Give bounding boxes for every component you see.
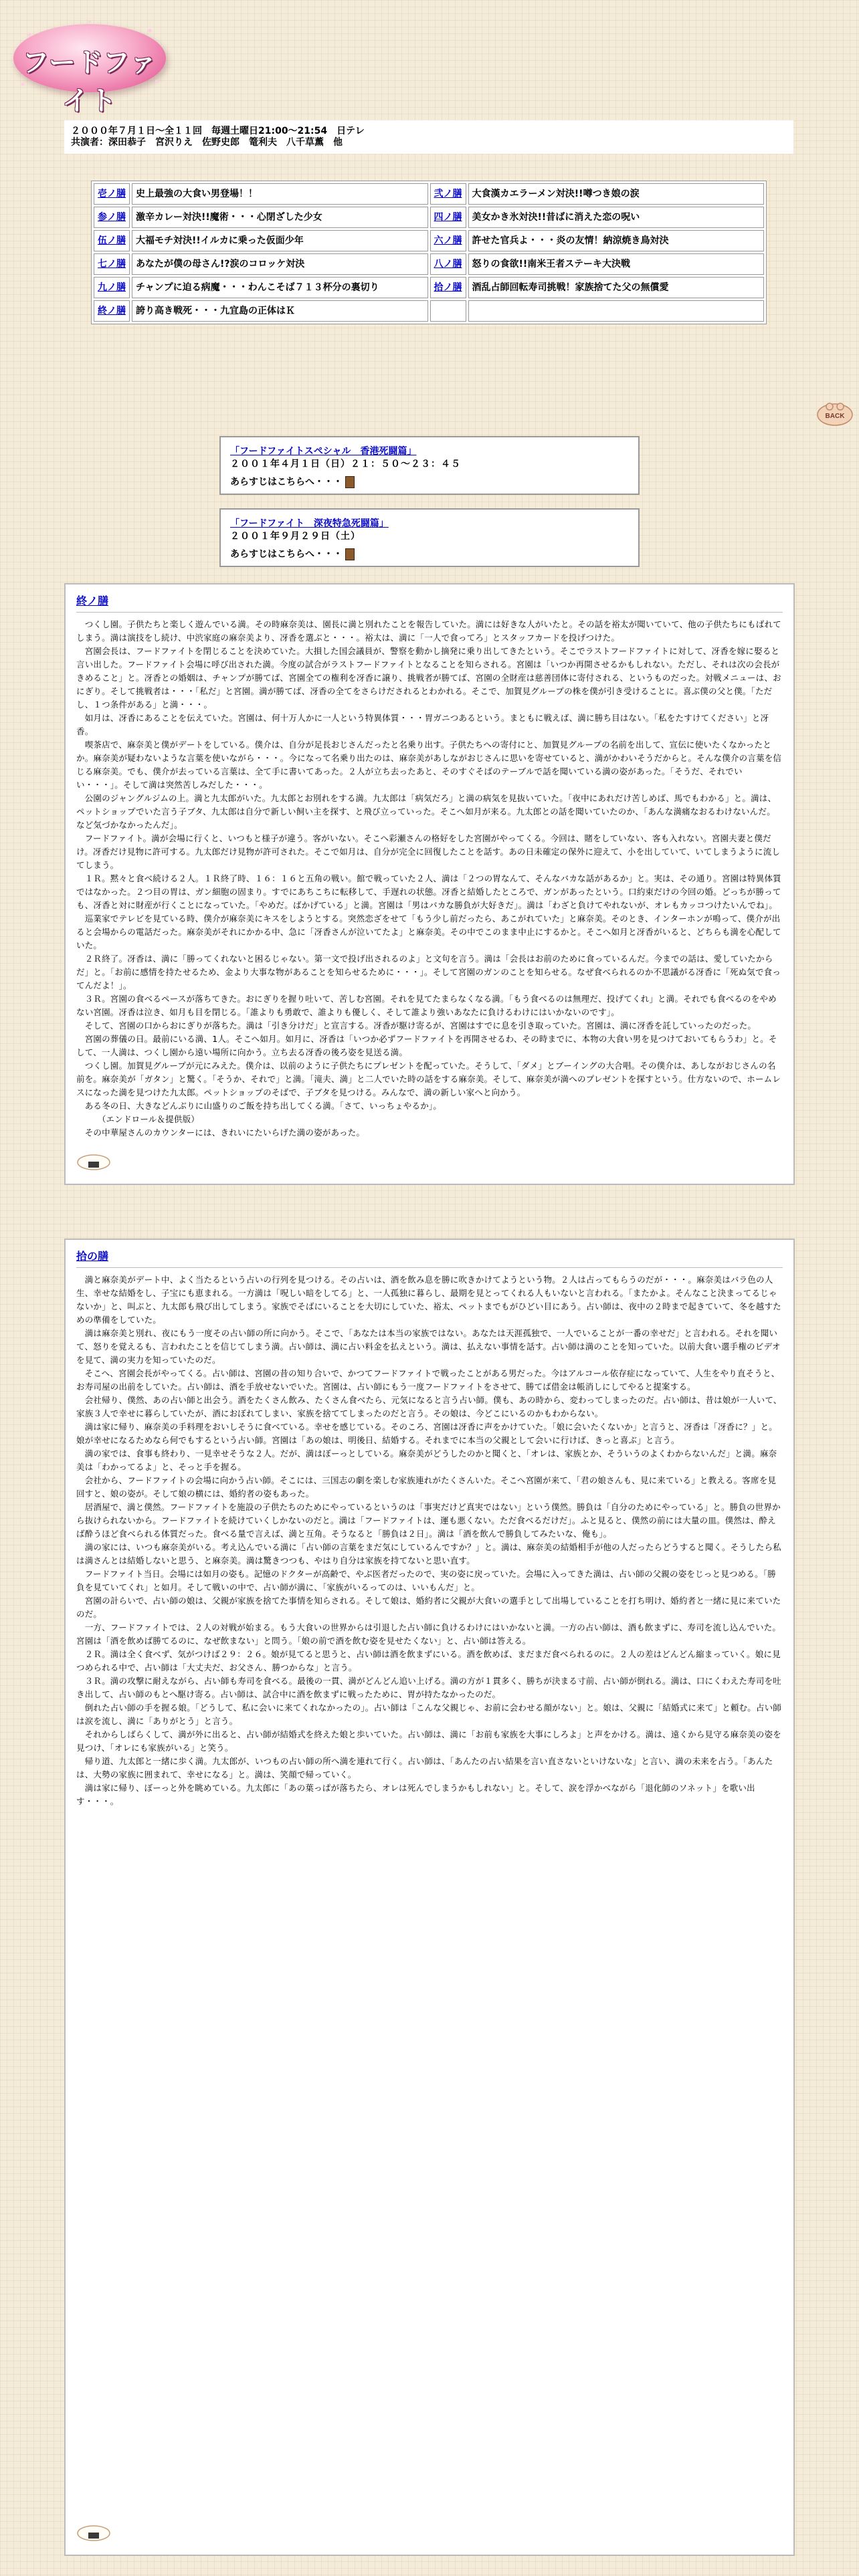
episode-title: 怒りの食欲!!南米王者ステーキ大決戦 xyxy=(468,253,765,275)
site-logo[interactable] xyxy=(9,15,170,116)
episode-title: チャンプに迫る病魔・・・わんこそば７１３杯分の裏切り xyxy=(132,277,428,298)
episode-link[interactable]: 八ノ膳 xyxy=(430,253,466,275)
synopsis-link-label[interactable]: あらすじはこちらへ・・・ xyxy=(230,477,343,488)
episode-synopsis-10 xyxy=(64,1239,795,2556)
onigiri-icon xyxy=(76,1153,111,1170)
episode-row xyxy=(94,300,764,322)
synopsis-link[interactable] xyxy=(230,476,629,489)
special-date: ２００１年４月１日（日）２１：５０～２３：４５ xyxy=(230,459,461,469)
special-title[interactable]: 「フードファイト 深夜特急死闘篇」 xyxy=(230,518,389,529)
broadcast-schedule: ２０００年７月１日～全１１回 毎週土曜日21:00～21:54 日テレ xyxy=(71,126,365,136)
back-button[interactable] xyxy=(816,400,854,427)
episode-link[interactable]: 六ノ膳 xyxy=(430,230,466,251)
episode-row xyxy=(94,183,764,205)
episode-row xyxy=(94,207,764,228)
episode-title: 史上最強の大食い男登場！！ xyxy=(132,183,428,205)
episode-title: 大食漢カエラーメン対決!!噂つき娘の涙 xyxy=(468,183,765,205)
episode-title: 美女かき氷対決!!昔ばに消えた恋の呪い xyxy=(468,207,765,228)
episode-row xyxy=(94,277,764,298)
special-box-2 xyxy=(219,508,640,567)
episode-title: 許せた官兵よ・・・炎の友情！納涼焼き鳥対決 xyxy=(468,230,765,251)
special-date: ２００１年９月２９日（土） xyxy=(230,531,361,542)
episode-link[interactable]: 参ノ膳 xyxy=(94,207,130,228)
special-box-1 xyxy=(219,436,640,495)
back-icon xyxy=(816,400,854,427)
episode-link[interactable]: 九ノ膳 xyxy=(94,277,130,298)
episode-link[interactable] xyxy=(430,300,466,322)
episode-link[interactable]: 壱ノ膳 xyxy=(94,183,130,205)
episode-table xyxy=(91,181,767,324)
onigiri-icon xyxy=(76,2524,111,2541)
episode-link[interactable]: 拾ノ膳 xyxy=(430,277,466,298)
synopsis-text: 満と麻奈美がデート中、よく当たるという占いの行列を見つける。その占いは、酒を飲み息を勝に吹きかけてようという物。２人は占ってもらうのだが・・・。麻奈美はバラ色の人生、幸せな結婚をし、子宝にも恵まれる。一方満は「呪しい暗をしてる」と、一人孤独に暮らし、最期を見とってくれる人もいないと言われる。「またかよ。そんなこと決まってるじゃないか」と、叫ぶと、九太郎も飛び出してしまう。家族でそばにいることを大切にしていた、裕太、ペットまでもがひどい目にあう。占い師は、夜中の２時まで起きていて、冬を越すための準備をしていた。 満は麻奈美と別れ、夜にもう一度その占い師の所に向かう。そこで、「あなたは本当の家族ではない。あなたは天涯孤独で、一人でいることが一番の幸せだ」と言われる。それを聞いて、怒りを覚えるも、言われたことを信じてしまう満。占い師は、満に占い料金を払えという。満は、払えない事情を話す。占い師は満のことを知っていた。以前大食い選手権のビデオを見て、満の実力を知っていたのだ。 そこへ、宮園会長がやってくる。占い師は、宮園の昔の知り合いで、かつてフードファイトで戦ったことがある男だった。今はアルコール依存症になっていて、人生をやり直そうと、お寿司屋の出前をしていた。占い師は、酒を手放せないでいた。宮園は、占い師にもう一度フードファイトをさせて、勝てば借金は帳消しにしてやると提案する。 会社帰り、僕然、あの占い師と出会う。酒をたくさん飲み、たくさん食べたら、元気になると言う占い師。僕も、あの時から、変わってしまったのだ。占い師は、昔は娘が一人いて、家族３人で幸せに暮らしていたが、酒におぼれてしまい、家族を捨ててしまったのだと言う。その娘は、今どこにいるのかもわからない。 満は家に帰り、麻奈美の手料理をおいしそうに食べている。幸せを感じている。そのころ、宮園は冴香に声をかけていた。「娘に会いたくないか」と言うと、冴香は「冴香に？」と。娘が幸せになるためなら何でもするという占い師。宮園は「あの娘は、明後日、結婚する。それまでに本当の父親として会いに行けば、きっと喜ぶ」と言う。 満の家では、食事も終わり、一見幸せそうな２人。だが、満はぼーっとしている。麻奈美がどうしたのかと聞くと、「オレは、家族とか、そういうのよくわからないんだ」と満。麻奈美は「わかってるよ」と、そっと手を握る。 会社から、フードファイトの会場に向かう占い師。そこには、三国志の劇を楽しむ家族連れがたくさんいた。そこへ宮園が来て、「君の娘さんも、見に来ている」と教える。客席を見回すと、娘の姿が。そして娘の横には、婚約者の姿もあった。 居酒屋で、満と僕然。フードファイトを施設の子供たちのためにやっているというのは「事実だけど真実ではない」という僕然。勝負は「自分のためにやっている」と。勝負の世界から抜けられないから。フードファイトを続けていくしかないのだと。満は「フードファイトは、運も悪くない。ただ食べるだけだ」。ふと見ると、僕然の前には大量の皿。僕然は、酔えば酔うほど食べられる体質だった。食べる量で言えば、満と互角。そうなると「勝負は２日」。満は「酒を飲んで勝負してみたいな、俺も」。 満の家には、いつも麻奈美がいる。考え込んでいる満に「占い師の言葉をまだ気にしているんですか？」と。満は、麻奈美の結婚相手が他の人だったらどうすると聞く。そうしたら私は満さんとは結婚しないと思う、と麻奈美。満は驚きつつも、やはり自分は家族を持てないと思い直す。 フードファイト当日。会場には如月の姿も。記憶のドクターが高齢で、やぶ医者だったので、実の姿に戻っていた。会場に入ってきた満は、占い師の父親の姿をじっと見つめる。「勝負を見ていてくれ」と如月。そして戦いの中で、占い師が満に、「家族がいるってのは、いいもんだ」と。 宮園の計らいで、占い師の娘は、父親が家族を捨てた事情を知らされる。そして娘は、婚約者に父親が大食いの選手として出場していることを打ち明け、婚約者と一緒に見に来ていたのだ。 一方、フードファイトでは、２人の対戦が始まる。もう大食いの世界からは引退した占い師に負けるわけにはいかないと満。一方の占い師は、酒も飲まずに、寿司を流し込んでいた。宮園は「酒を飲めば勝てるのに、なぜ飲まない」と問う。「娘の前で酒を飲む姿を見せたくない」と、占い師は答える。 ２Ｒ。満は全く食べず、気がつけば２９：２６。娘が見てると思うと、占い師は酒を飲まずにいる。酒を飲めば、まだまだ食べられるのに。２人の差はどんどん縮まっていく。娘に見つめられる中で、占い師は「大丈夫だ、お父さん、勝つからな」と言う。 ３Ｒ。満の攻撃に耐えながら、占い師も寿司を食べる。最後の一貫、満がどんどん追い上げる。満の方が１貫多く、勝ちが決まる寸前、占い師が倒れる。満は、口にくわえた寿司を吐き出して、占い師のもとへ駆け寄る。占い師は、試合中に酒を飲まずに戦ったために、胃が持たなかったのだ。 倒れた占い師の手を握る娘。「どうして、私に会いに来てくれなかったの」。占い師は「こんな父親じゃ、お前に会わせる顔がない」と。娘は、父親に「結婚式に来て」と頼む。占い師は涙を流し、満に「ありがとう」と言う。 それからしばらくして、満が外に出ると、占い師が結婚式を終えた娘と歩いていた。占い師は、満に「お前も家族を大事にしろよ」と声をかける。満は、遠くから見守る麻奈美の姿を見つけ、「オレにも家族がいる」と笑う。 帰り道、九太郎と一緒に歩く満。九太郎が、いつもの占い師の所へ満を連れて行く。占い師は、「あんたの占い結果を言い直さないといけないな」と言い、満の未来を占う。「あんたは、大勢の家族に囲まれて、幸せになる」と。満は、笑顔で帰っていく。 満は家に帰り、ぼーっと外を眺めている。九太郎に「あの葉っぱが落ちたら、オレは死んでしまうかもしれない」と。そして、涙を浮かべながら「退化師のソネット」を歌い出す・・・。 xyxy=(76,1275,782,1806)
episode-title: 激辛カレー対決!!魔術・・・心閉ざした少女 xyxy=(132,207,428,228)
episode-link[interactable]: 七ノ膳 xyxy=(94,253,130,275)
episode-link[interactable]: 終ノ膳 xyxy=(94,300,130,322)
episode-row xyxy=(94,230,764,251)
door-icon[interactable] xyxy=(345,548,355,560)
episode-title: 誇り高き戦死・・・九宜島の正体はＫ xyxy=(132,300,428,322)
door-icon[interactable] xyxy=(345,476,355,488)
episode-title: 酒乱占師回転寿司挑戦！家族捨てた父の無償愛 xyxy=(468,277,765,298)
synopsis-link-label[interactable]: あらすじはこちらへ・・・ xyxy=(230,549,343,560)
broadcast-info xyxy=(64,120,793,154)
episode-title xyxy=(468,300,765,322)
special-title[interactable]: 「フードファイトスペシャル 香港死闘篇」 xyxy=(230,446,417,457)
cast-list: 共演者：深田恭子 宮沢りえ 佐野史郎 篭利夫 八千草薫 他 xyxy=(71,137,343,148)
section-title[interactable]: 拾の膳 xyxy=(76,1248,783,1268)
synopsis-text: つくし園。子供たちと楽しく遊んでいる満。その時麻奈美は、園長に満と別れたことを報告していた。満には好きな人がいたと。その話を裕太が聞いていて、他の子供たちにもばれてしまう。満は演技をし続け、中渋家庭の麻奈美より、冴香を選ぶと・・・。裕太は、満に「一人で食ってろ」とスタッフカードを投げつけた。 宮園会長は、フードファイトを閉じることを決めていた。大損した国会議員が、警察を動かし摘発に乗り出してきたという。そこでラストフードファイトに対して、冴香を嫁に娶ると言い出した。フードファイト会場に呼び出された満。今度の試合がラストフードファイトとなることを知らされる。宮園は「いつか再開させるかもしれない。ただし、それは次の会長がきめること」と。冴香との婚姻は、チャンプが勝てば、宮園全ての権利を冴香に譲り、挑戦者が勝てば、宮園の全財産は慈善団体に寄付される、というものだった。対戦メニューは、おにぎり。そして挑戦者は・・・「私だ」と宮園。満が勝てば、冴香の全てをさらけだされるとわかれる。そこで、加賀見グループの株を僕が引き受けることに。喜ぶ僕の父と僕。「ただし、１つ条件がある」と満・・・。 如月は、冴香にあることを伝えていた。宮園は、何十万人かに一人という特異体質・・・胃ガニつあるという。まともに戦えば、満に勝ち目はない。「私をたすけてください」と冴香。 喫茶店で、麻奈美と僕がデートをしている。僕介は、自分が足長おじさんだったと名乗り出す。子供たちへの寄付にと、加賀見グループの名前を出して、宣伝に使いたくなかったとか。麻奈美が疑わないような言葉を使いながら・・・。今になって名乗り出たのは、麻奈美があしながおじさんに思いを寄せていると、満がかわいそうだからと。そんな僕介の言葉を信じる麻奈美。でも、僕介が去っている言葉は、全て手に書いてあった。２人が立ち去ったあと、そのすぐそばのテーブルで話を聞いている満の姿があった。「そうだ、それでいい・・・」。そして満は突然苦しみだした・・・。 公園のジャングルジムの上。満と九太郎がいた。九太郎とお別れをする満。九太郎は「病気だろ」と満の病気を見抜いていた。「夜中にあれだけ苦しめば、馬でもわかる」と。満は、ペットショップでいた言う子ブタ、九太郎は自分で新しい飼い主を探す、と飛び立っていった。そこへ如月が来る。九太郎との話を聞いていたのか、「あんな満痛なおるわけないんだ。など気づかなかったんだ」。 フードファイト。満が会場に行くと、いつもと様子が違う。客がいない。そこへ彩瀬さんの格好をした宮園がやってくる。今回は、賭をしていない、客も入れない。宮園夫妻と僕だけ。冴香だけ見物に許可する。九太郎だけ見物が許可された。そこで如月は、自分が完全に回復したことを話す。あの日未確定の保外に迎えて、小を出していて、いてしまうように流してしまう。 １Ｒ。黙々と食べ続ける２人。１Ｒ終了時、１６：１６と五角の戦い。館で戦っていた２人、満は「２つの胃なんて、そんなバカな話があるか」と。実は、その通り。宮園は特異体質ではなかった。２つ目の胃は、ガン細胞の固まり。すでにあちこちに転移して、手遅れの状態。冴香と結婚したところで、ガンがあったという。口約束だけの今回の婚。どっちが勝っても、冴香と対に財産が行くことになっていた。「やめだ。ばかげている」と満。宮園は「男はバカな勝負が大好きだ」。満は「わざと負けてやれないが、オレもカッコつけたいんでね」。 巡業家でテレビを見ている時、僕介が麻奈美にキスをしようとする。突然恋ざをせて「もう少し前だったら、あこがれていた」と麻奈美。そのとき、インターホンが鳴って、僕介が出ると会場からの電話だった。麻奈美がそれにかかる中、急に「冴香さんが泣いてたよ」と麻奈美。その中でこのまま中止にするかと。そこへ如月と冴香がいると、どちらも満を心配していた。 ２Ｒ終了。冴香は、満に「勝ってくれないと困るじゃない。第一文で投げ出されるのよ」と文句を言う。満は「会長はお前のために食っているんだ。今までの話は、愛していたからだ」と。「お前に感情を持たせるため、金より大事な物があることを知らせるために・・・」。そして宮園のガンのことを知らせる。なぜ食べられるのか不思議がる冴香に「死ぬ気で食ってんだよ！」。 ３Ｒ。宮園の食べるペースが落ちてきた。おにぎりを握り吐いて、苦しむ宮園。それを見てたまらなくなる満。「もう食べるのは無理だ、投げてくれ」と満。それでも食べるのをやめない宮園。冴香は泣き、如月も目を閉じる。「誰よりも勇敢で、誰よりも優しく、そして誰より強いあなたに負けるわけにはいかないのです」。 そして、宮園の口からおにぎりが落ちた。満は「引き分けだ」と宣言する。冴香が駆け寄るが、宮園はすでに息を引き取っていた。宮園は、満に冴香を託していったのだった。 宮園の葬儀の日。最前にいる満、1人。そこへ如月。如月に、冴香は「いつか必ずフードファイトを再開させるわ、その時までに、本物の大食い男を見つけておいてもらうわ」と。そして、一人満は、つくし園から遠い場所に向かう。立ち去る冴香の後ろ姿を見送る満。 つくし園。加賀見グループが元にみえた。僕介は、以前のように子供たちにプレゼントを配っていた。そうして、「ダメ」とブーイングの大合唱。その僕介は、あしながおじさんの名前を。麻奈美が「ガタン」と驚く。「そうか、それで」と満。「滝夫、満」と二人でいた時の話をする麻奈美。そして、麻奈美が満へのプレゼントを探すという。仕方ないので、ホームレスになった満を見つけた九太郎。ペットショップのそばで、子ブタを見つける。みんなで、満の新しい家へと向かう。 ある冬の日、大きなどんぶりに山盛りのご飯を持ち出してくる満。「さて、いっちょやるか」。 （エンドロール＆提供版） その中華屋さんのカウンターには、きれいにたいらげた満の姿があった。 xyxy=(76,619,782,1138)
section-title[interactable]: 終ノ膳 xyxy=(76,593,783,613)
logo-text: フードファイト xyxy=(22,47,157,116)
episode-link[interactable]: 弐ノ膳 xyxy=(430,183,466,205)
episode-title: あなたが僕の母さん!?涙のコロッケ対決 xyxy=(132,253,428,275)
episode-title: 大福モチ対決!!イルカに乗った仮面少年 xyxy=(132,230,428,251)
episode-link[interactable]: 四ノ膳 xyxy=(430,207,466,228)
episode-link[interactable]: 伍ノ膳 xyxy=(94,230,130,251)
episode-row xyxy=(94,253,764,275)
synopsis-link[interactable] xyxy=(230,548,629,561)
episode-synopsis-final xyxy=(64,583,795,1185)
back-label: BACK xyxy=(825,413,845,420)
